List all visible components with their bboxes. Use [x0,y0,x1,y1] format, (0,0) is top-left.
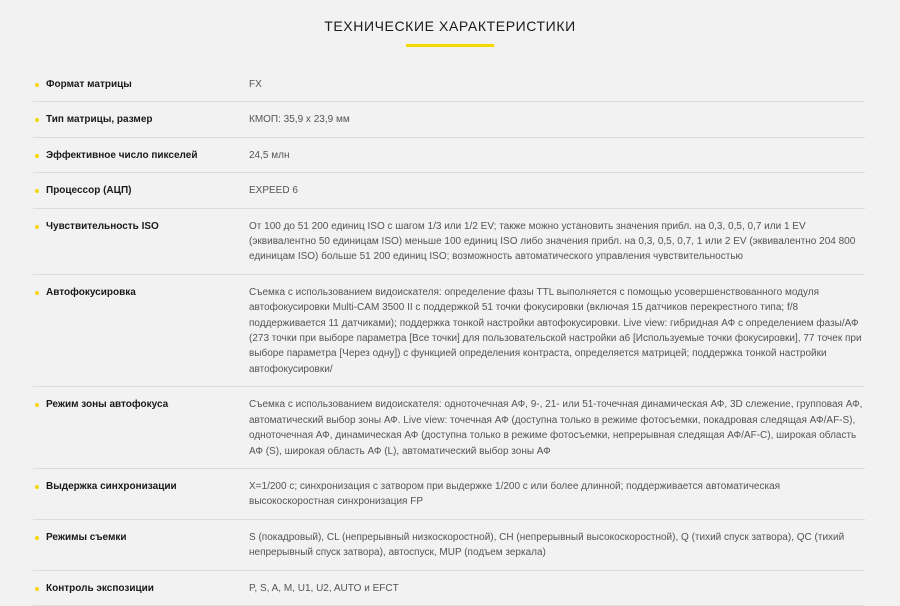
spec-label: Автофокусировка [33,285,249,377]
specs-table [33,67,865,606]
spec-value: P, S, A, M, U1, U2, AUTO и EFCT [249,582,399,594]
bullet-icon [35,189,39,193]
bullet-icon [35,485,39,489]
bullet-icon [35,587,39,591]
spec-value: 24,5 млн [249,149,290,161]
spec-label: Тип матрицы, размер [33,112,249,127]
spec-row-release-modes [33,520,865,571]
spec-label: Режимы съемки [33,530,249,561]
spec-label: Процессор (АЦП) [33,183,249,198]
spec-value: Съемка с использованием видоискателя: определение фазы TTL выполняется с помощью усовершенствованного модуля автофокусировки Multi-CAM 3500 II с поддержкой 51 точки фокусировки (включая 15 датчиков перекрестного типа; f/8 поддерживается 11 датчиками); поддержка тонкой настройки автофокусировки. Live view: гибридная АФ с определением фазы/АФ (273 точки при выборе параметра [Все точки] для пользовательской настройки a6 [Используемые точки фокусировки], 77 точек при выборе параметра [Через одну]) с функцией определения контраста, определяется матрицей; поддержка тонкой настройки автофокусировки/ [249,286,862,375]
spec-label: Выдержка синхронизации [33,479,249,510]
bullet-icon [35,225,39,229]
spec-label: Чувствительность ISO [33,219,249,265]
spec-value: КМОП: 35,9 x 23,9 мм [249,114,350,126]
spec-label: Контроль экспозиции [33,581,249,596]
spec-value: S (покадровый), CL (непрерывный низкоскоростной), CH (непрерывный высокоскоростной), Q (тихий спуск затвора), QC (тихий непрерывный спуск затвора), автоспуск, MUP (подъем зеркала) [249,531,845,559]
spec-row-af-area-mode [33,387,865,469]
bullet-icon [35,154,39,158]
spec-value: EXPEED 6 [249,185,298,197]
spec-value: FX [249,79,262,90]
page-title: ТЕХНИЧЕСКИЕ ХАРАКТЕРИСТИКИ [324,18,576,34]
spec-value: Съемка с использованием видоискателя: одноточечная АФ, 9-, 21- или 51-точечная динамическая АФ, 3D слежение, групповая АФ, автоматический выбор зоны АФ. Live view: точечная АФ (доступна только в режиме фотосъемки, покадровая следящая АФ/AF-S), одноточечная АФ, динамическая АФ (доступна только в режиме фотосъемки, непрерывная следящая АФ/AF-C), широкая область АФ (S), широкая область АФ (L), автоматический выбор зоны АФ [249,399,863,457]
spec-row-processor [33,173,865,208]
spec-value: От 100 до 51 200 единиц ISO с шагом 1/3 или 1/2 EV; также можно установить значения прибл. на 0,3, 0,5, 0,7 или 1 EV (эквивалентно 50 единицам ISO) меньше 100 единиц ISO либо значения прибл. на 0,3, 0,5, 0,7, 1 или 2 EV (эквивалентно 204 800 единицам ISO) больше 51 200 единиц ISO; возможность автоматического управления чувствительностью [249,220,856,263]
spec-label: Режим зоны автофокуса [33,397,249,459]
bullet-icon [35,83,39,87]
bullet-icon [35,536,39,540]
spec-row-iso [33,209,865,275]
spec-row-sensor-type [33,102,865,137]
bullet-icon [35,291,39,295]
title-underline [406,44,494,47]
bullet-icon [35,118,39,122]
spec-row-effective-pixels [33,138,865,173]
spec-row-flash-sync [33,469,865,520]
spec-row-autofocus [33,275,865,387]
spec-label: Эффективное число пикселей [33,148,249,163]
spec-value: X=1/200 с; синхронизация с затвором при выдержке 1/200 с или более длинной; поддерживается автоматическая высокоскоростная синхронизация FP [249,480,781,508]
spec-row-sensor-format [33,67,865,102]
spec-label: Формат матрицы [33,77,249,92]
bullet-icon [35,403,39,407]
spec-row-exposure-control [33,571,865,606]
